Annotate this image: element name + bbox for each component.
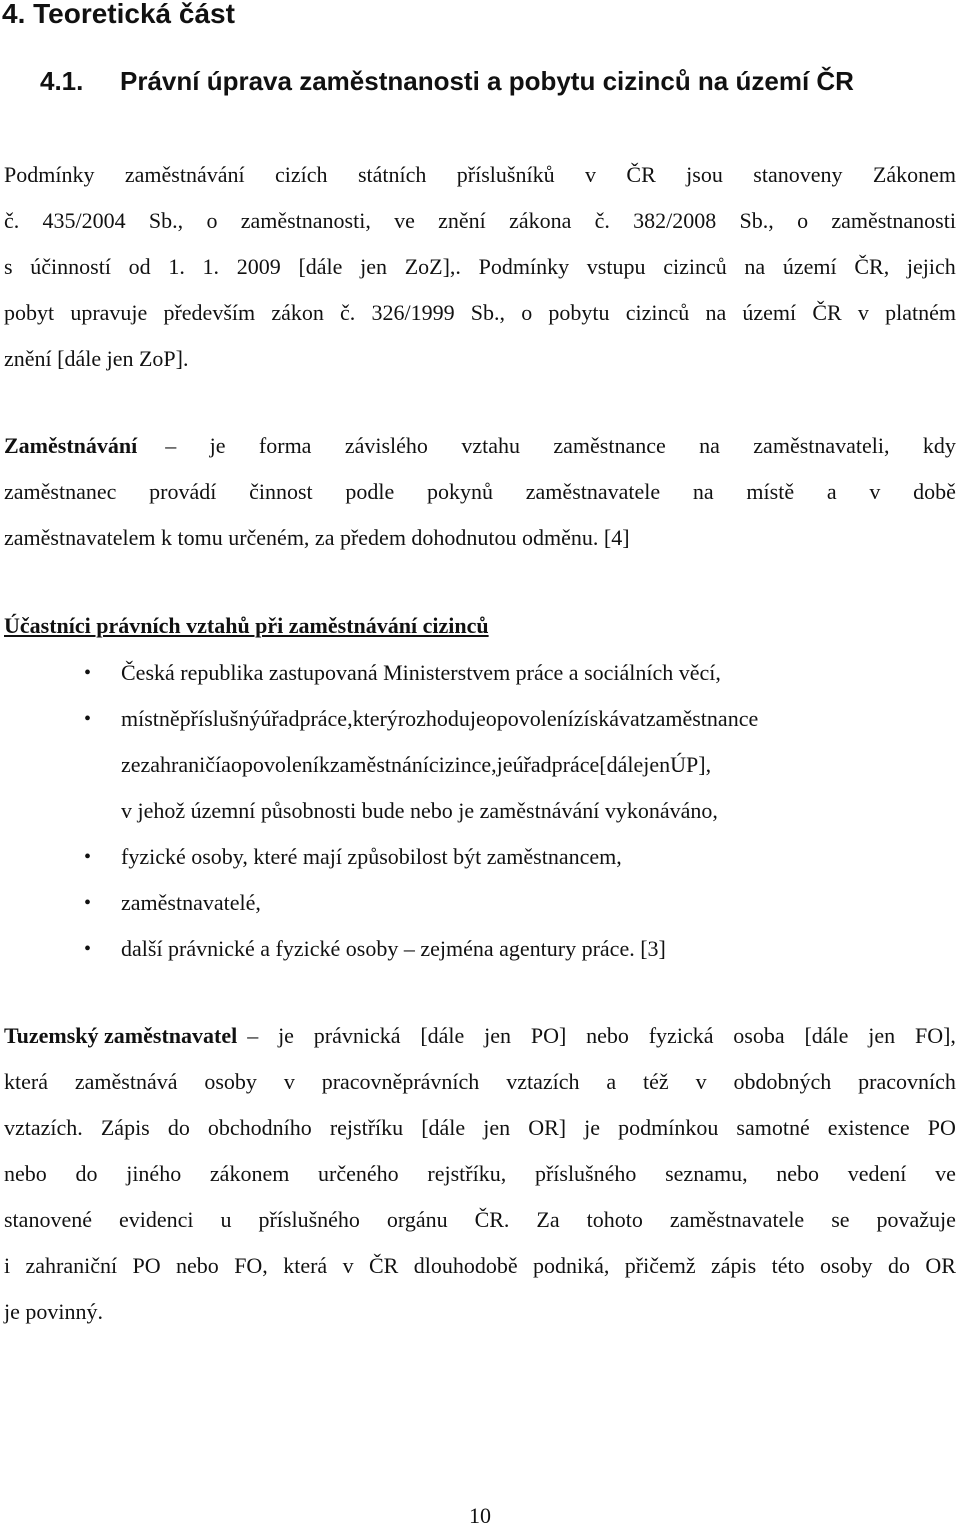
word: jejich bbox=[906, 254, 956, 279]
word: zaměstnávání bbox=[124, 162, 245, 187]
list-item-text: další právnické a fyzické osoby – zejména agentury práce. [3] bbox=[121, 936, 666, 961]
bullet-icon: • bbox=[84, 708, 92, 730]
word: zaměstnanec bbox=[4, 479, 117, 504]
word: o bbox=[206, 208, 218, 233]
word: do bbox=[75, 1161, 98, 1186]
word: závislého bbox=[344, 433, 428, 458]
word: jsou bbox=[686, 162, 723, 187]
word: Zápis bbox=[100, 1115, 150, 1140]
word: existence bbox=[827, 1115, 910, 1140]
word: zákona bbox=[509, 208, 572, 233]
word: tohoto bbox=[586, 1207, 643, 1232]
list-item bbox=[0, 880, 956, 926]
word: o bbox=[521, 300, 533, 325]
word: zápis bbox=[711, 1253, 757, 1278]
word: FO, bbox=[234, 1253, 268, 1278]
word: dlouhodobě bbox=[413, 1253, 518, 1278]
word: cizince, bbox=[428, 752, 497, 777]
word: stanoveny bbox=[753, 162, 843, 187]
word: která bbox=[283, 1253, 328, 1278]
bullet-icon: • bbox=[84, 662, 92, 684]
word: 1. bbox=[202, 254, 220, 279]
word: a bbox=[221, 752, 231, 777]
word: [dále bbox=[420, 1023, 465, 1048]
text-line bbox=[4, 290, 956, 336]
word: činnost bbox=[249, 479, 313, 504]
word: PO bbox=[132, 1253, 161, 1278]
word: Podmínky bbox=[478, 254, 570, 279]
word: obchodního bbox=[207, 1115, 312, 1140]
word: nebo bbox=[586, 1023, 629, 1048]
word: která bbox=[4, 1069, 48, 1094]
word: nebo bbox=[4, 1161, 47, 1186]
word: ZoZ],. bbox=[404, 254, 461, 279]
word: a bbox=[606, 1069, 617, 1094]
word: vstupu bbox=[586, 254, 646, 279]
word: č. bbox=[594, 208, 610, 233]
word: především bbox=[163, 300, 256, 325]
word: k bbox=[318, 752, 330, 777]
word: 382/2008 bbox=[633, 208, 717, 233]
word: účinností bbox=[30, 254, 111, 279]
word: OR] bbox=[528, 1115, 567, 1140]
word: je bbox=[278, 1023, 294, 1048]
word: je bbox=[584, 1115, 601, 1140]
word: 435/2004 bbox=[42, 208, 126, 233]
word: vztazích bbox=[506, 1069, 580, 1094]
text-line bbox=[4, 423, 956, 469]
word: jen bbox=[360, 254, 388, 279]
word: práce, bbox=[299, 706, 353, 731]
word: u bbox=[220, 1207, 232, 1232]
word: nebo bbox=[176, 1253, 219, 1278]
defined-term: Zaměstnávání bbox=[4, 433, 138, 458]
word: jen bbox=[483, 1115, 511, 1140]
word: vedení bbox=[847, 1161, 907, 1186]
bullet-icon: • bbox=[84, 892, 92, 914]
word: PO bbox=[927, 1115, 956, 1140]
word: evidenci bbox=[118, 1207, 194, 1232]
word: pobytu bbox=[548, 300, 610, 325]
word: povolení bbox=[496, 706, 574, 731]
word: místě bbox=[746, 479, 795, 504]
word: rejstříku bbox=[329, 1115, 404, 1140]
participants-list bbox=[0, 650, 960, 972]
list-item bbox=[0, 650, 956, 696]
word: [dále bbox=[599, 752, 644, 777]
paragraph-legal-framework bbox=[4, 152, 956, 382]
word: zaměstnává bbox=[74, 1069, 178, 1094]
word: OR bbox=[925, 1253, 956, 1278]
word: území bbox=[782, 254, 837, 279]
word: povolení bbox=[241, 752, 319, 777]
word: zahraniční bbox=[25, 1253, 118, 1278]
word: ve bbox=[935, 1161, 956, 1186]
word: orgánu bbox=[386, 1207, 448, 1232]
word: podmínkou bbox=[618, 1115, 719, 1140]
word: o bbox=[485, 706, 497, 731]
word: podle bbox=[345, 479, 395, 504]
word: úřad bbox=[260, 706, 300, 731]
word: [dále bbox=[298, 254, 343, 279]
definition-part bbox=[137, 423, 956, 469]
text-line bbox=[4, 152, 956, 198]
word: místně bbox=[121, 706, 180, 731]
word: fyzická bbox=[648, 1023, 714, 1048]
word: osoby bbox=[204, 1069, 257, 1094]
word: a bbox=[826, 479, 837, 504]
word: v bbox=[342, 1253, 354, 1278]
word: zákon bbox=[271, 300, 324, 325]
section-number: 4.1. bbox=[40, 66, 84, 96]
word: na bbox=[692, 479, 714, 504]
word: zaměstnavateli, bbox=[753, 433, 890, 458]
word: jen bbox=[484, 1023, 512, 1048]
word: na bbox=[705, 300, 727, 325]
word: č. bbox=[4, 208, 20, 233]
word: jiného bbox=[126, 1161, 182, 1186]
text-line bbox=[4, 469, 956, 515]
word: platném bbox=[885, 300, 956, 325]
word: nebo bbox=[776, 1161, 820, 1186]
word: ve bbox=[394, 208, 415, 233]
word: pracovněprávních bbox=[321, 1069, 480, 1094]
word: č. bbox=[340, 300, 356, 325]
word: provádí bbox=[149, 479, 217, 504]
word: ČR bbox=[626, 162, 656, 187]
word: obdobných bbox=[733, 1069, 832, 1094]
word: považuje bbox=[876, 1207, 956, 1232]
list-item-text bbox=[121, 742, 956, 788]
word: rozhoduje bbox=[397, 706, 486, 731]
word: který bbox=[352, 706, 398, 731]
word: ČR bbox=[812, 300, 842, 325]
word: příslušný bbox=[179, 706, 261, 731]
word: – bbox=[247, 1023, 259, 1048]
list-item bbox=[0, 696, 956, 834]
page-number: 10 bbox=[469, 1503, 491, 1528]
text-line bbox=[4, 1151, 956, 1197]
word: zaměstnanosti bbox=[831, 208, 956, 233]
list-item bbox=[0, 834, 956, 880]
text-line bbox=[4, 198, 956, 244]
word: s bbox=[4, 254, 13, 279]
defined-term: Tuzemský zaměstnavatel bbox=[4, 1023, 238, 1048]
word: v bbox=[869, 479, 881, 504]
list-item bbox=[0, 926, 956, 972]
word: o bbox=[230, 752, 242, 777]
word: právnická bbox=[313, 1023, 401, 1048]
word: ze bbox=[121, 752, 141, 777]
word: Zákonem bbox=[872, 162, 956, 187]
word: pokynů bbox=[427, 479, 494, 504]
word: i bbox=[4, 1253, 11, 1278]
word: pracovních bbox=[858, 1069, 956, 1094]
text-line bbox=[4, 244, 956, 290]
bullet-icon: • bbox=[84, 846, 92, 868]
word: se bbox=[831, 1207, 850, 1232]
word: [dále bbox=[804, 1023, 849, 1048]
section-heading bbox=[40, 61, 854, 101]
word: zaměstnavatele bbox=[525, 479, 661, 504]
word: FO], bbox=[914, 1023, 956, 1048]
word: zaměstnání bbox=[329, 752, 429, 777]
paragraph-employment-definition bbox=[4, 423, 956, 561]
word: vztazích. bbox=[4, 1115, 83, 1140]
word: rejstříku, bbox=[427, 1161, 507, 1186]
word: – bbox=[165, 433, 177, 458]
word: Sb., bbox=[148, 208, 184, 233]
word: seznamu, bbox=[665, 1161, 748, 1186]
list-item-text: Česká republika zastupovaná Ministerstvem práce a sociálních věcí, bbox=[121, 660, 721, 685]
word: podniká, bbox=[532, 1253, 610, 1278]
text-line bbox=[4, 1105, 956, 1151]
word: příslušného bbox=[534, 1161, 637, 1186]
definition-part bbox=[237, 1013, 956, 1059]
chapter-heading: 4. Teoretická část bbox=[2, 0, 235, 29]
text-line bbox=[4, 1013, 956, 1059]
word: na bbox=[699, 433, 720, 458]
word: osoba bbox=[733, 1023, 785, 1048]
text-line: je povinný. bbox=[4, 1299, 103, 1324]
word: získávat bbox=[573, 706, 646, 731]
word: kdy bbox=[922, 433, 956, 458]
word: 1. bbox=[168, 254, 185, 279]
word: ÚP], bbox=[670, 752, 712, 777]
text-line bbox=[4, 1243, 956, 1289]
word: zaměstnanosti, bbox=[240, 208, 371, 233]
word: zaměstnance bbox=[645, 706, 759, 731]
word: práce bbox=[551, 752, 600, 777]
word: PO] bbox=[530, 1023, 567, 1048]
list-item-text bbox=[121, 696, 956, 742]
word: úřad bbox=[512, 752, 552, 777]
word: této bbox=[771, 1253, 805, 1278]
word: přičemž bbox=[624, 1253, 696, 1278]
word: 326/1999 bbox=[371, 300, 455, 325]
word: forma bbox=[258, 433, 312, 458]
word: do bbox=[887, 1253, 910, 1278]
word: Podmínky bbox=[4, 162, 95, 187]
list-item-text: zaměstnavatelé, bbox=[121, 890, 261, 915]
word: též bbox=[643, 1069, 669, 1094]
word: příslušného bbox=[258, 1207, 360, 1232]
word: zaměstnance bbox=[553, 433, 666, 458]
word: od bbox=[128, 254, 151, 279]
word: ČR. bbox=[474, 1207, 510, 1232]
word: státních bbox=[357, 162, 427, 187]
word: [dále bbox=[421, 1115, 466, 1140]
word: stanovené bbox=[4, 1207, 92, 1232]
word: v bbox=[857, 300, 869, 325]
list-item-text: fyzické osoby, které mají způsobilost být zaměstnancem, bbox=[121, 844, 622, 869]
word: cizích bbox=[275, 162, 328, 187]
word: vztahu bbox=[461, 433, 520, 458]
word: osoby bbox=[820, 1253, 873, 1278]
text-line: znění [dále jen ZoP]. bbox=[4, 346, 189, 371]
text-line: zaměstnavatelem k tomu určeném, za předem dohodnutou odměnu. [4] bbox=[4, 525, 630, 550]
list-heading: Účastníci právních vztahů při zaměstnávání cizinců bbox=[4, 613, 489, 638]
bullet-icon: • bbox=[84, 938, 92, 960]
word: době bbox=[913, 479, 956, 504]
word: příslušníků bbox=[456, 162, 555, 187]
text-line bbox=[4, 1059, 956, 1105]
word: samotné bbox=[736, 1115, 810, 1140]
word: je bbox=[209, 433, 226, 458]
word: zákonem bbox=[209, 1161, 290, 1186]
word: znění bbox=[438, 208, 486, 233]
word: v bbox=[695, 1069, 707, 1094]
word: v bbox=[283, 1069, 295, 1094]
word: o bbox=[797, 208, 809, 233]
section-title: Právní úprava zaměstnanosti a pobytu cizinců na území ČR bbox=[120, 66, 854, 96]
word: Sb., bbox=[739, 208, 774, 233]
word: upravuje bbox=[70, 300, 148, 325]
word: pobyt bbox=[4, 300, 55, 325]
list-item-text: v jehož územní působnosti bude nebo je zaměstnávání vykonáváno, bbox=[121, 798, 718, 823]
word: ČR, bbox=[854, 254, 890, 279]
word: cizinců bbox=[625, 300, 690, 325]
word: cizinců bbox=[663, 254, 727, 279]
word: je bbox=[496, 752, 513, 777]
word: jen bbox=[643, 752, 671, 777]
word: území bbox=[742, 300, 797, 325]
word: do bbox=[167, 1115, 190, 1140]
word: 2009 bbox=[236, 254, 281, 279]
word: zahraničí bbox=[140, 752, 222, 777]
word: Za bbox=[536, 1207, 560, 1232]
word: Sb., bbox=[470, 300, 506, 325]
word: zaměstnavatele bbox=[669, 1207, 805, 1232]
word: v bbox=[585, 162, 596, 187]
word: určeného bbox=[318, 1161, 399, 1186]
text-line bbox=[4, 1197, 956, 1243]
word: ČR bbox=[368, 1253, 399, 1278]
word: na bbox=[744, 254, 766, 279]
word: jen bbox=[868, 1023, 896, 1048]
paragraph-domestic-employer bbox=[4, 1013, 956, 1335]
